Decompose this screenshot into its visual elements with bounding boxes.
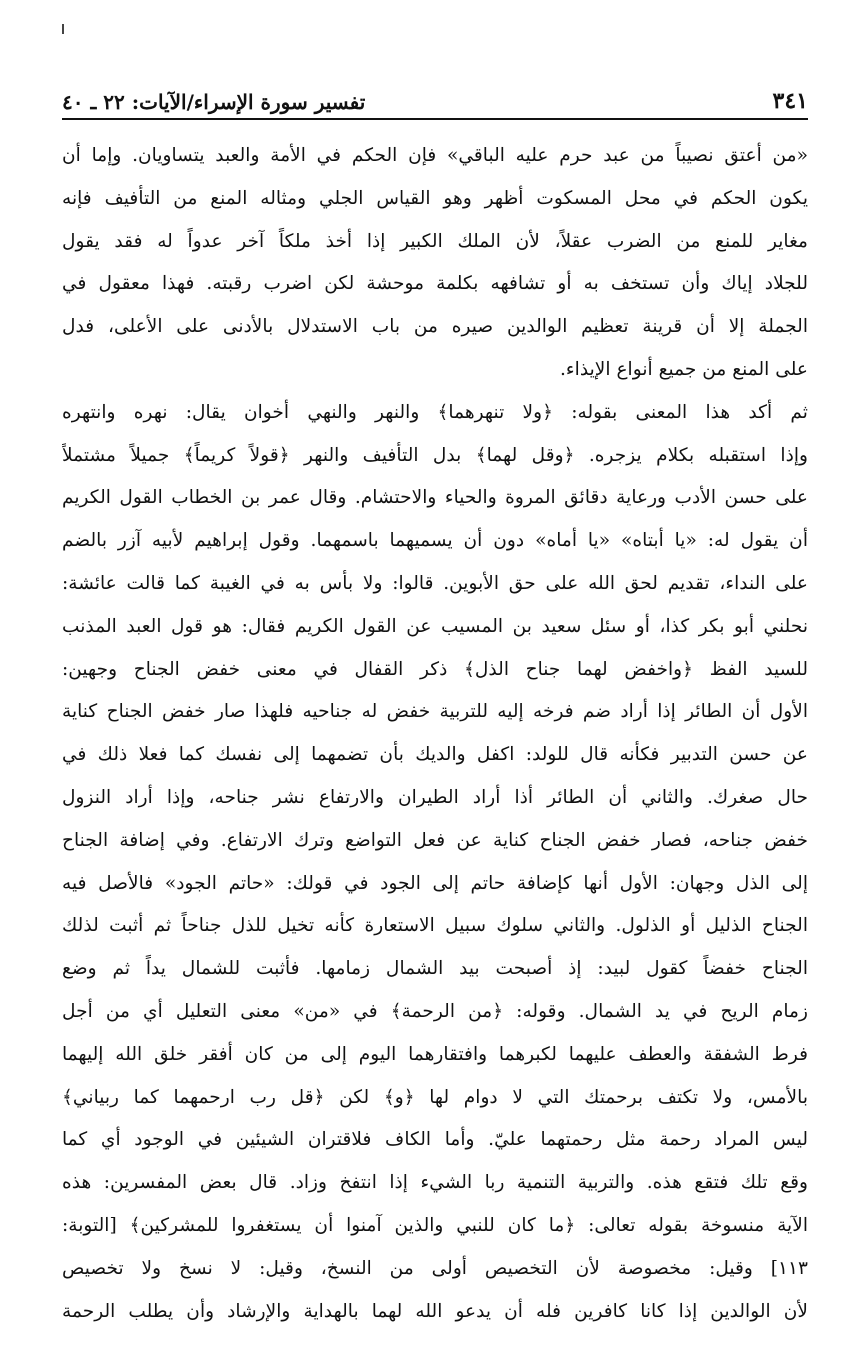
text-line: الآية منسوخة بقوله تعالى: ﴿ما كان للنبي والذين آمنوا أن يستغفروا للمشركين﴾ [التوبة:	[62, 1214, 808, 1236]
text-line: على حسن الأدب ورعاية دقائق المروة والحياء والاحتشام. وقال عمر بن الخطاب القول الكريم	[62, 487, 808, 509]
header-rule	[62, 118, 808, 120]
text-line: أن يقول له: «يا أبتاه» «يا أماه» دون أن يسميهما باسمهما. وقول إبراهيم لأبيه آزر بالضم	[62, 530, 808, 552]
text-line: على النداء، تقديم لحق الله على حق الأبوين. قالوا: ولا بأس به في الغيبة كما قالت عائشة:	[62, 572, 808, 594]
text-line: بالأمس، ولا تكتف برحمتك التي لا دوام لها ﴿و﴾ لكن ﴿قل رب ارحمهما كما ربياني﴾	[62, 1086, 808, 1108]
text-line: إلى الذل وجهان: الأول أنها كإضافة حاتم إلى الجود في قولك: «حاتم الجود» فالأصل فيه	[62, 872, 808, 894]
text-line: للجلاد إياك وأن تستخف به أو تشافهه بكلمة موحشة لكن اضرب رقبته. فهذا معقول في	[62, 273, 808, 295]
page-header	[62, 84, 808, 114]
text-line: ليس المراد رحمة مثل رحمتهما عليّ. وأما الكاف فلاقتران الشيئين في الوجود أي كما	[62, 1129, 808, 1151]
text-line: وقع تلك فتقع هذه. والتربية التنمية ربا الشيء إذا انتفخ وزاد. قال بعض المفسرين: هذه	[62, 1172, 808, 1194]
text-line: حال صغرك. والثاني أن الطائر أذا أراد الطيران والارتفاع نشر جناحه، وإذا أراد النزول	[62, 786, 808, 808]
text-line: فرط الشفقة والعطف عليهما لكبرهما وافتقارهما اليوم إلى من كان أفقر خلق الله إليهما	[62, 1043, 808, 1065]
running-title: تفسير سورة الإسراء/الآيات: ٢٢ ـ ٤٠	[62, 90, 366, 114]
text-line: نحلني أبو بكر كذا، أو سئل سعيد بن المسيب عن القول الكريم فقال: هو قول العبد المذنب	[62, 615, 808, 637]
text-line: لأن الوالدين إذا كانا كافرين فله أن يدعو الله لهما بالهداية والإرشاد وأن يطلب الرحمة	[62, 1300, 808, 1322]
text-line: ثم أكد هذا المعنى بقوله: ﴿ولا تنهرهما﴾ والنهر والنهي أخوان يقال: نهره وانتهره	[62, 401, 808, 423]
body-text	[62, 135, 808, 1333]
text-line: عن حسن التدبير فكأنه قال للولد: اكفل والديك بأن تضمهما إلى نفسك كما فعلا ذلك في	[62, 744, 808, 766]
text-line: الجملة إلا أن قرينة تعظيم الوالدين صيره من باب الاستدلال بالأدنى على الأعلى، فدل	[62, 316, 808, 338]
text-line: على المنع من جميع أنواع الإيذاء.	[560, 358, 808, 380]
page-number: ٣٤١	[772, 88, 808, 114]
text-line: ١١٣] وقيل: مخصوصة لأن التخصيص أولى من النسخ، وقيل: لا نسخ ولا تخصيص	[62, 1257, 808, 1279]
text-line: «من أعتق نصيباً من عبد حرم عليه الباقي» فإن الحكم في الأمة والعبد يتساويان. وإما أن	[62, 145, 808, 166]
margin-mark	[62, 24, 64, 34]
text-line: للسيد الفظ ﴿واخفض لهما جناح الذل﴾ ذكر القفال في معنى خفض الجناح وجهين:	[62, 658, 808, 680]
text-line: مغاير للمنع من الضرب عقلاً، لأن الملك الكبير إذا أخذ ملكاً آخر عدواً له فقد يقول	[62, 230, 808, 252]
text-line: يكون الحكم في محل المسكوت أظهر وهو القياس الجلي ومثاله المنع من التأفيف فإنه	[62, 187, 808, 209]
text-line: الجناح خفضاً كقول لبيد: إذ أصبحت بيد الشمال زمامها. فأثبت للشمال يداً ثم وضع	[62, 958, 808, 980]
text-line: الأول أن الطائر إذا أراد ضم فرخه إليه للتربية خفض له جناحيه فلهذا صار خفض الجناح كناية	[62, 701, 808, 723]
text-line: الجناح الذليل أو الذلول. والثاني سلوك سبيل الاستعارة كأنه تخيل للذل جناحاً ثم أثبت لذلك	[62, 915, 808, 937]
text-line: وإذا استقبله بكلام يزجره. ﴿وقل لهما﴾ بدل التأفيف والنهر ﴿قولاً كريماً﴾ جميلاً مشتملاً	[62, 444, 808, 466]
text-line: خفض جناحه، فصار خفض الجناح كناية عن فعل التواضع وترك الارتفاع. وفي إضافة الجناح	[62, 829, 808, 851]
text-line: زمام الريح في يد الشمال. وقوله: ﴿من الرحمة﴾ في «من» معنى التعليل أي من أجل	[62, 1000, 808, 1022]
